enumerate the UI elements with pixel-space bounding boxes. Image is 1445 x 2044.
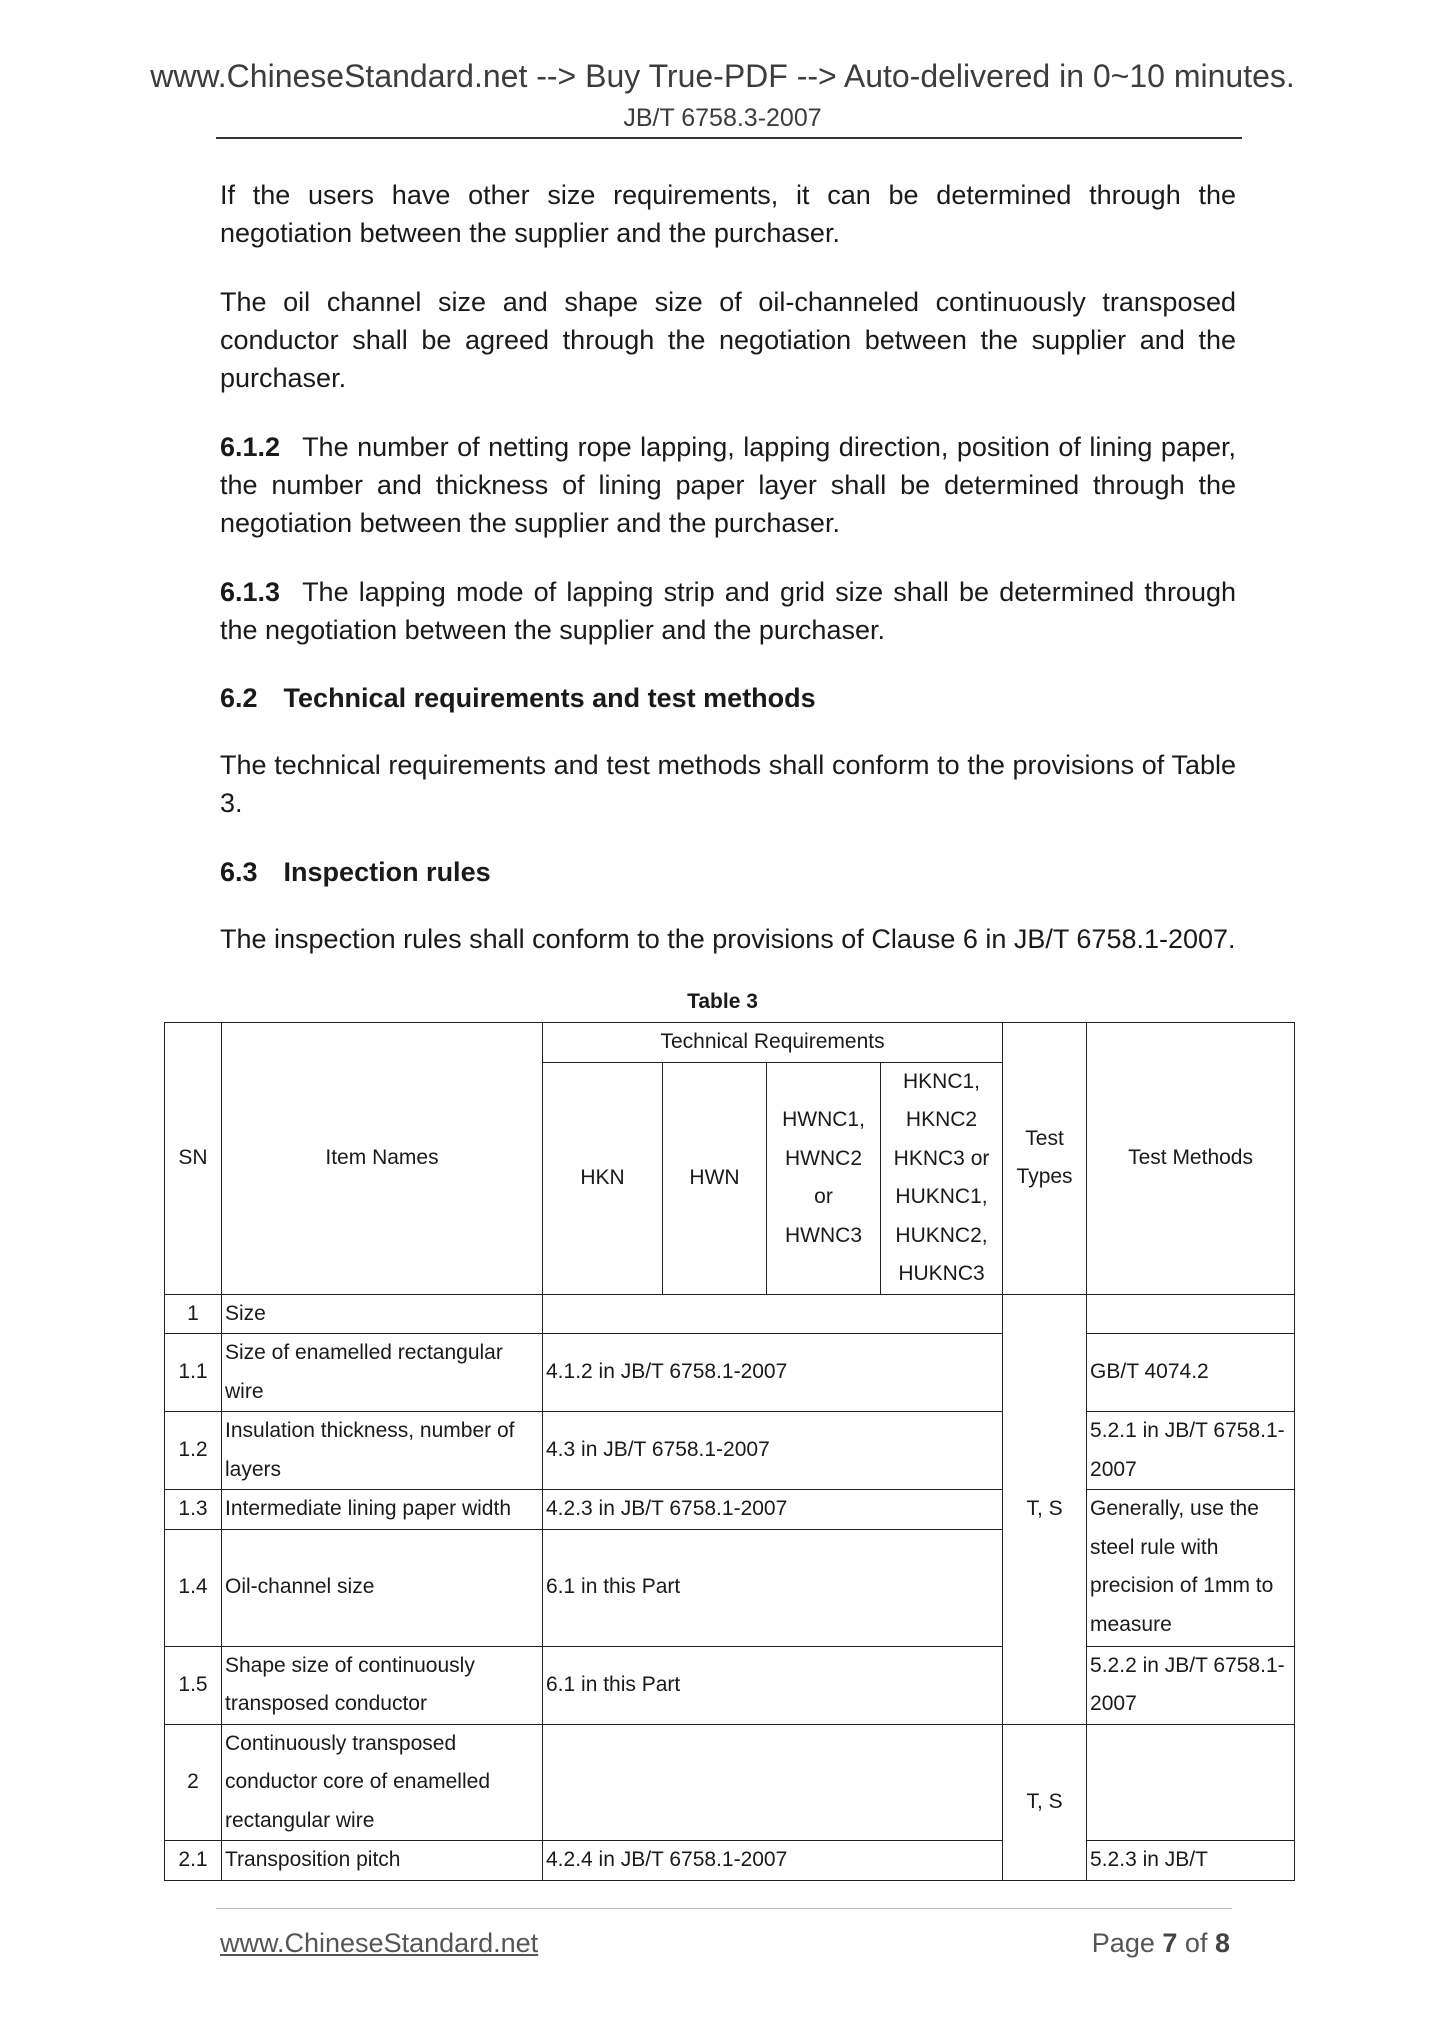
row-method: 5.2.3 in JB/T	[1087, 1841, 1295, 1881]
header-text: HKNC2	[905, 1108, 978, 1131]
header-text: Test	[1025, 1126, 1064, 1150]
row-item: Oil-channel size	[222, 1529, 543, 1646]
row-requirement	[543, 1294, 1003, 1334]
row-sn: 2	[165, 1724, 222, 1841]
footer-link[interactable]: www.ChineseStandard.net	[220, 1928, 539, 1958]
page-number: 7	[1162, 1928, 1178, 1958]
row-sn: 1	[165, 1294, 222, 1334]
row-item: Size	[222, 1294, 543, 1334]
header-text: HWNC2	[785, 1146, 862, 1170]
clause-text: The number of netting rope lapping, lapping direction, position of lining paper, the number and thickness of lining paper layer shall be determined through the negotiation between the supplier and the purchaser.	[220, 432, 1236, 538]
page-indicator	[1092, 1928, 1230, 1959]
page-total: 8	[1214, 1928, 1230, 1958]
header-hkn: HKN	[543, 1062, 663, 1294]
header-text: HUKNC2,	[895, 1223, 988, 1247]
header-text: HKNC3 or	[893, 1146, 990, 1170]
row-requirement: 4.3 in JB/T 6758.1-2007	[543, 1412, 1003, 1490]
row-requirement: 4.1.2 in JB/T 6758.1-2007	[543, 1334, 1003, 1412]
header-hknc	[881, 1062, 1003, 1294]
page-label: Page	[1091, 1928, 1155, 1958]
row-item: Intermediate lining paper width	[222, 1490, 543, 1530]
paragraph-oil-channel: The oil channel size and shape size of oil-channeled continuously transposed conductor shall be agreed through the negotiation between the supplier and the purchaser.	[220, 287, 1236, 393]
row-sn: 2.1	[165, 1841, 222, 1881]
row-method: GB/T 4074.2	[1087, 1334, 1295, 1412]
row-item: Transposition pitch	[222, 1841, 543, 1881]
row-item: Continuously transposed conductor core of enamelled rectangular wire	[222, 1724, 543, 1841]
row-requirement: 6.1 in this Part	[543, 1646, 1003, 1724]
clause-text: The lapping mode of lapping strip and grid size shall be determined through the negotiation between the supplier and the purchaser.	[220, 577, 1236, 645]
row-sn: 1.3	[165, 1490, 222, 1530]
heading-6-2	[220, 679, 816, 717]
row-method: 5.2.1 in JB/T 6758.1-2007	[1087, 1412, 1295, 1490]
heading-6-3	[220, 853, 491, 891]
header-doc-id: JB/T 6758.3-2007	[623, 104, 822, 132]
clause-6-1-3	[220, 573, 1236, 649]
heading-number: 6.2	[220, 683, 258, 713]
header-test-types	[1003, 1023, 1087, 1295]
row-test-type: T, S	[1003, 1294, 1087, 1724]
spec-table	[164, 1022, 1295, 1881]
row-requirement: 6.1 in this Part	[543, 1529, 1003, 1646]
of-label: of	[1184, 1928, 1208, 1958]
paragraph-6-2: The technical requirements and test methods shall conform to the provisions of Table 3.	[220, 750, 1236, 818]
row-item: Insulation thickness, number of layers	[222, 1412, 543, 1490]
header-divider	[216, 137, 1242, 139]
header-text: HKNC1,	[903, 1069, 981, 1093]
table-caption: Table 3	[687, 990, 758, 1013]
row-sn: 1.4	[165, 1529, 222, 1646]
row-item: Size of enamelled rectangular wire	[222, 1334, 543, 1412]
header-text: HWNC3	[785, 1223, 862, 1247]
row-method: 5.2.2 in JB/T 6758.1-2007	[1087, 1646, 1295, 1724]
header-test-methods: Test Methods	[1087, 1023, 1295, 1295]
row-sn: 1.5	[165, 1646, 222, 1724]
heading-text: Inspection rules	[283, 857, 491, 887]
header-technical-requirements: Technical Requirements	[543, 1023, 1003, 1063]
table-row	[165, 1294, 1295, 1334]
header-link[interactable]: www.ChineseStandard.net --> Buy True-PDF --> Auto-delivered in 0~10 minutes.	[150, 58, 1295, 94]
row-method	[1087, 1294, 1295, 1334]
row-method	[1087, 1724, 1295, 1841]
header-text: HWNC1,	[782, 1108, 865, 1131]
clause-number: 6.1.2	[220, 432, 281, 462]
clause-number: 6.1.3	[220, 577, 281, 607]
row-requirement	[543, 1724, 1003, 1841]
header-text: or	[814, 1185, 833, 1208]
clause-6-1-2	[220, 428, 1236, 542]
header-text: HUKNC1,	[895, 1185, 988, 1208]
header-sn: SN	[165, 1023, 222, 1295]
header-text: Types	[1016, 1165, 1073, 1189]
table-row	[165, 1724, 1295, 1841]
paragraph-size-requirements: If the users have other size requirements, it can be determined through the negotiation between the supplier and the purchaser.	[220, 180, 1236, 248]
row-sn: 1.1	[165, 1334, 222, 1412]
table-row	[165, 1841, 1295, 1881]
table-row	[165, 1334, 1295, 1412]
table-row	[165, 1646, 1295, 1724]
header-text: HUKNC3	[898, 1262, 985, 1285]
row-item: Shape size of continuously transposed conductor	[222, 1646, 543, 1724]
row-test-type: T, S	[1003, 1724, 1087, 1880]
paragraph-6-3: The inspection rules shall conform to the provisions of Clause 6 in JB/T 6758.1-2007.	[220, 924, 1236, 954]
table-row	[165, 1412, 1295, 1490]
header-hwn: HWN	[663, 1062, 767, 1294]
heading-text: Technical requirements and test methods	[283, 683, 816, 713]
row-requirement: 4.2.3 in JB/T 6758.1-2007	[543, 1490, 1003, 1530]
footer-divider	[216, 1908, 1232, 1909]
heading-number: 6.3	[220, 857, 258, 887]
row-sn: 1.2	[165, 1412, 222, 1490]
table-row	[165, 1490, 1295, 1530]
row-requirement: 4.2.4 in JB/T 6758.1-2007	[543, 1841, 1003, 1881]
header-item-names: Item Names	[222, 1023, 543, 1295]
header-hwnc	[767, 1062, 881, 1294]
row-method: Generally, use the steel rule with precision of 1mm to measure	[1087, 1490, 1295, 1647]
